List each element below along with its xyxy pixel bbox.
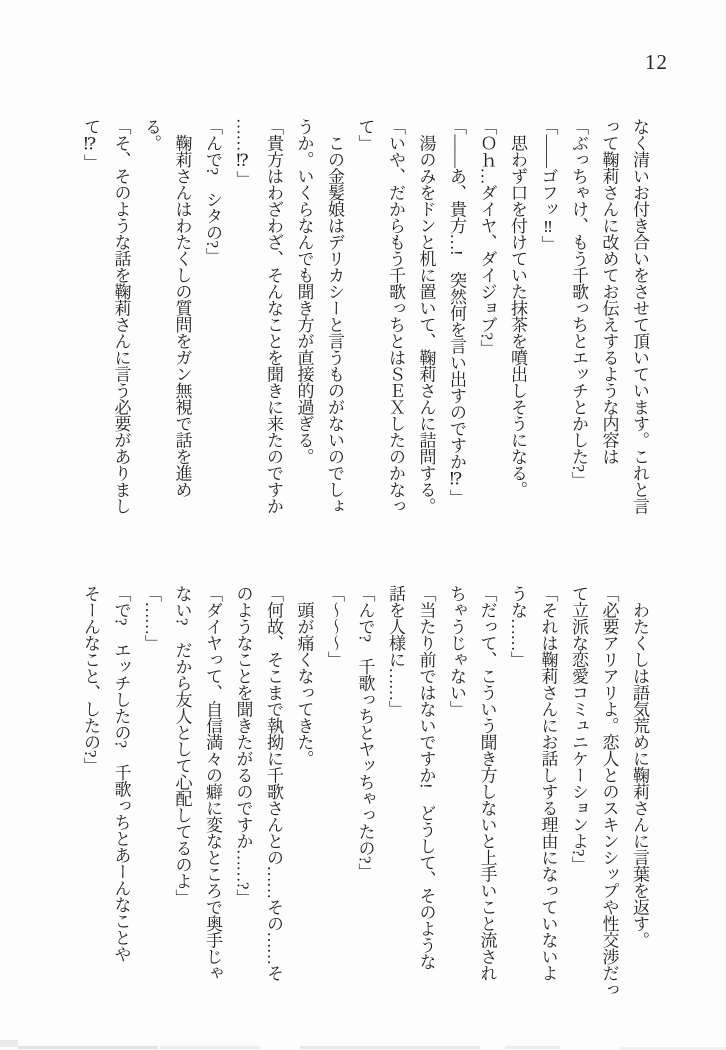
text-column: 「必要アリアリよ。恋人とのスキンシップや性交渉だっ [599,585,619,998]
text-column: 「それは鞠莉さんにお話しする理由になっていないよ [538,585,558,981]
scan-edge-artifact [505,1046,560,1049]
text-column: うな……」 [508,585,527,668]
page-number: 12 [645,50,668,74]
text-column: ない? だから友人として心配してるのよ」 [172,585,192,906]
text-column: 湯のみをドンと机に置いて、鞠莉さんに詰問する。 [416,118,436,514]
text-column: 「……」 [142,585,161,651]
text-column: 「——ゴフッ‼」 [538,118,558,252]
scan-edge-artifact [160,1046,260,1049]
text-column: のようなことを聞きたがるのですか……?」 [233,585,253,906]
text-column: て⁉」 [81,118,100,171]
text-column: て立派な恋愛コミュニケーションよ?」 [569,585,588,873]
text-column: って鞠莉さんに改めてお伝えするような内容は [599,118,619,465]
text-column: 思わず口を付けていた抹茶を噴出しそうになる。 [508,118,527,498]
text-column: て」 [355,118,375,151]
text-column: 「だって、こういう聞き方しないと上手いこと流され [477,585,497,981]
scan-edge-artifact [300,1046,480,1049]
text-column: 「んで? シタの?」 [203,118,222,265]
text-column: 「当たり前ではないですか! どうして、そのような [416,585,436,970]
text-column: 「何故、そこまで執拗に千歌さんとの……その……そ [264,585,283,981]
text-column: 「〜〜〜」 [325,585,344,668]
text-column: 鞠莉さんはわたくしの質問をガン無視で話を進め [172,118,192,498]
text-column: 「貴方はわざわざ、そんなことを聞きに来たのですか [264,118,283,514]
text-column: 「で? エッチしたの? 千歌っちとあーんなことや [111,585,131,963]
text-column: この金髪娘はデリカシーと言うものがないのでしょ [325,118,344,514]
text-column: うか。いくらなんでも聞き方が直接的過ぎる。 [294,118,314,465]
text-column: ちゃうじゃない」 [447,585,466,717]
text-column: 「いや、だからもう千歌っちとはＳＥＸしたのかなっ [386,118,405,514]
text-column: 「そ、そのような話を鞠莉さんに言う必要がありまし [111,118,131,514]
text-column: る。 [142,118,161,151]
scan-edge-artifact [0,1040,18,1047]
text-column: わたくしは語気荒めに鞠莉さんに言葉を返す。 [630,585,649,948]
text-column: 「んで? 千歌っちとヤッちゃったの?」 [355,585,375,880]
text-column: 「ダイヤって、自信満々の癖に変なところで奥手じゃ [203,585,222,981]
text-column: そーんなこと、したの?」 [81,585,100,774]
text-column: 「ぶっちゃけ、もう千歌っちとエッチとかした?」 [569,118,588,489]
text-column: なく清いお付き合いをさせて頂いています。これと言 [630,118,649,514]
text-column: 頭が痛くなってきた。 [294,585,314,767]
text-column: ……⁉」 [233,118,253,187]
text-column: 「——あ、貴方…! 突然何を言い出すのですか⁉」 [447,118,466,506]
top-text-block [75,118,655,538]
bottom-text-block [75,585,655,1017]
text-column: 「Ｏｈ…ダイヤ、ダイジョブ?」 [477,118,497,357]
text-column: 話を人様に……」 [386,585,405,717]
scan-edge-artifact [18,1046,158,1049]
